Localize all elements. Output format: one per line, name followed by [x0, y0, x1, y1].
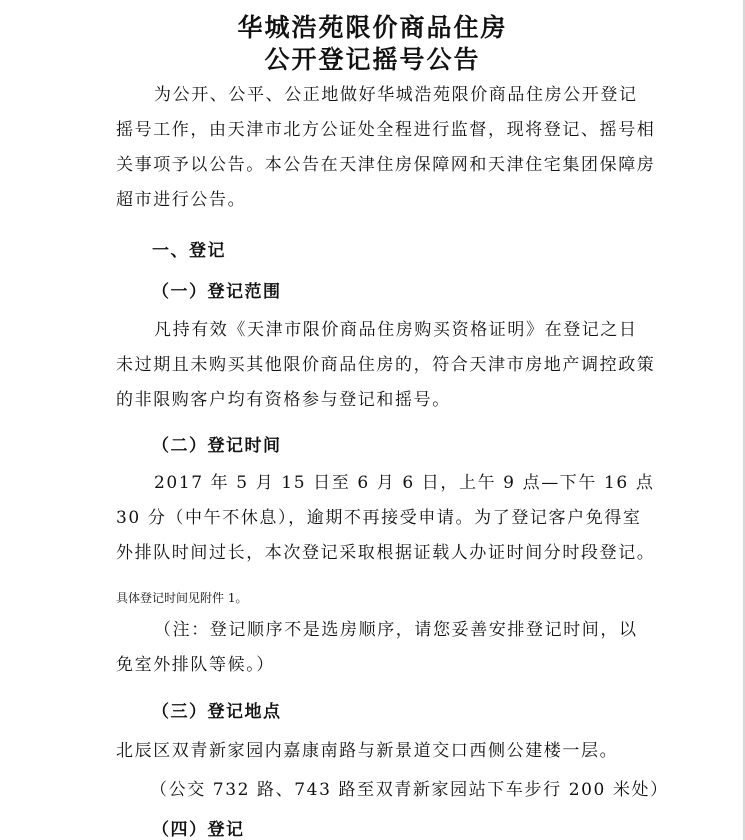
attachment-note: 具体登记时间见附件 1。 — [116, 591, 248, 605]
sub-2-heading: （二）登记时间 — [152, 436, 282, 456]
sub-3-address: 北辰区双青新家园内嘉康南路与新景道交口西侧公建楼一层。 — [116, 741, 619, 761]
sub-1-text: 凡持有效《天津市限价商品住房购买资格证明》在登记之日未过期且未购买其他限价商品住房的，符合天津市房地产调控政策的非限购客户均有资格参与登记和摇号。 — [116, 320, 656, 410]
sub-1-heading: （一）登记范围 — [152, 282, 282, 302]
section-1-heading: 一、登记 — [152, 241, 226, 261]
intro-paragraph: 为公开、公平、公正地做好华城浩苑限价商品住房公开登记摇号工作，由天津市北方公证处全程进行监督，现将登记、摇号相关事项予以公告。本公告在天津住房保障网和天津住宅集团保障房超市进行公告。 — [116, 85, 656, 210]
sub-2-note: （注：登记顺序不是选房顺序，请您妥善安排登记时间，以免室外排队等候。） — [116, 620, 638, 675]
sub-4-heading: （四）登记 — [152, 820, 245, 840]
title-line-2: 公开登记摇号公告 — [264, 45, 481, 74]
sub-2-text: 2017 年 5 月 15 日至 6 月 6 日，上午 9 点—下午 16 点 30 分（中午不休息），逾期不再接受申请。为了登记客户免得室外排队时间过长，本次登记采取根据证载人办证时间分时段登记。 — [116, 473, 656, 563]
title-line-1: 华城浩苑限价商品住房 — [237, 13, 508, 42]
sub-3-heading: （三）登记地点 — [152, 702, 282, 722]
sub-3-transit: （公交 732 路、743 路至双青新家园站下车步行 200 米处） — [150, 780, 669, 800]
